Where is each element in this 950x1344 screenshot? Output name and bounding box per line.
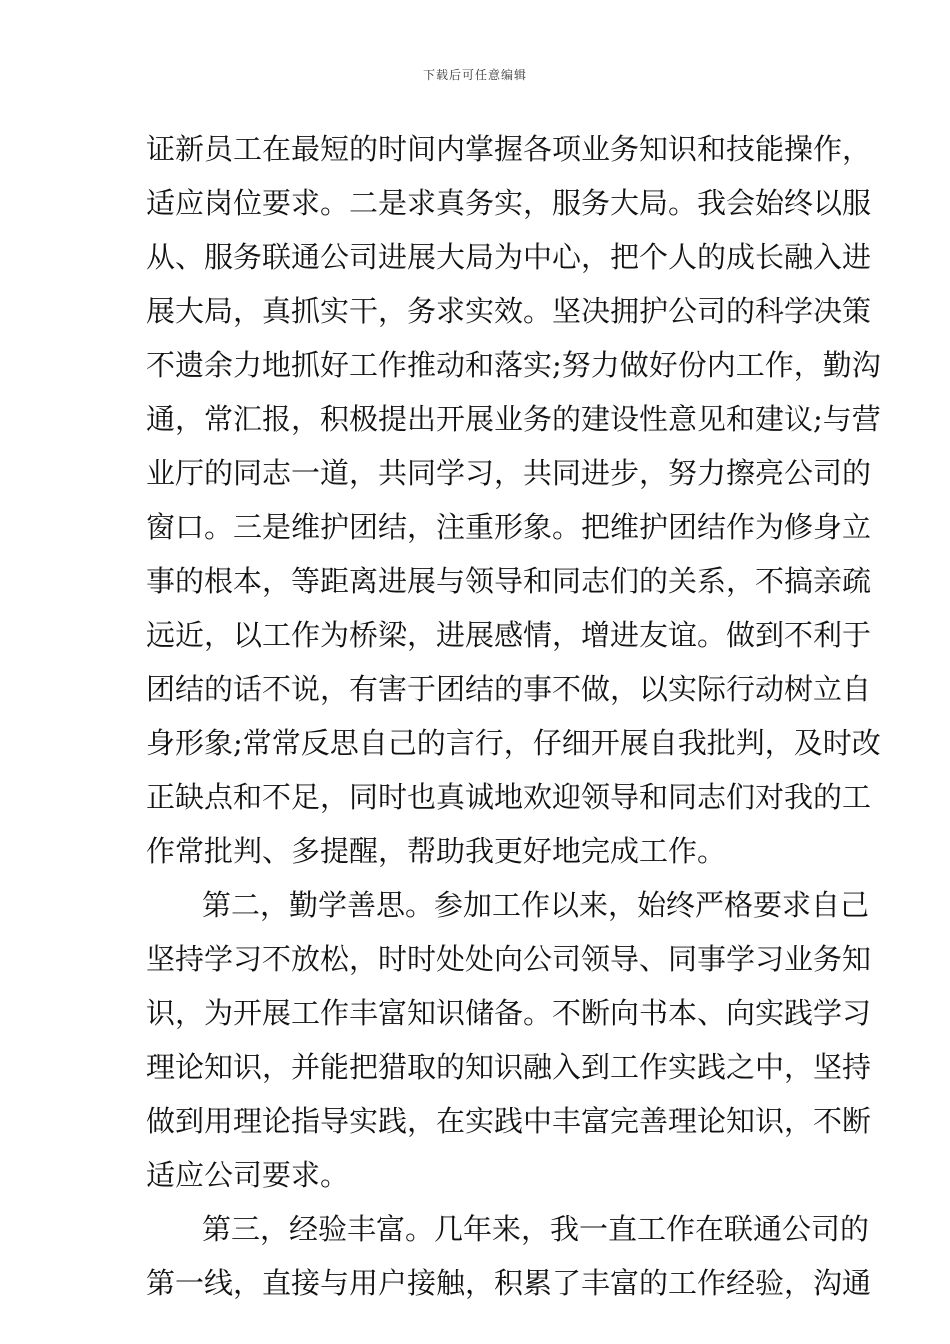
text-line: 团结的话不说，有害于团结的事不做，以实际行动树立自 — [146, 672, 872, 706]
text-line: 适应岗位要求。二是求真务实，服务大局。我会始终以服 — [146, 186, 872, 220]
paragraph-2 — [146, 878, 872, 1202]
text-line: 理论知识，并能把猎取的知识融入到工作实践之中，坚持 — [146, 1050, 872, 1084]
text-line: 第一线，直接与用户接触，积累了丰富的工作经验，沟通 — [146, 1266, 872, 1300]
text-line: 窗口。三是维护团结，注重形象。把维护团结作为修身立 — [146, 510, 872, 544]
text-line: 识，为开展工作丰富知识储备。不断向书本、向实践学习 — [146, 996, 872, 1030]
text-line: 适应公司要求。 — [146, 1158, 350, 1192]
text-line: 展大局，真抓实干，务求实效。坚决拥护公司的科学决策 — [146, 294, 872, 328]
text-line: 通，常汇报，积极提出开展业务的建设性意见和建议;与营 — [146, 402, 881, 436]
text-line: 做到用理论指导实践，在实践中丰富完善理论知识，不断 — [146, 1104, 872, 1138]
text-line: 从、服务联通公司进展大局为中心，把个人的成长融入进 — [146, 240, 872, 274]
text-line: 第三，经验丰富。几年来，我一直工作在联通公司的 — [202, 1212, 870, 1246]
paragraph-3 — [146, 1202, 872, 1310]
text-line: 事的根本，等距离进展与领导和同志们的关系，不搞亲疏 — [146, 564, 872, 598]
body-text — [146, 122, 881, 1310]
text-line: 证新员工在最短的时间内掌握各项业务知识和技能操作， — [146, 132, 872, 166]
text-line: 正缺点和不足，同时也真诚地欢迎领导和同志们对我的工 — [146, 780, 872, 814]
text-line: 业厅的同志一道，共同学习，共同进步，努力擦亮公司的 — [146, 456, 872, 490]
download-note: 下载后可任意编辑 — [422, 68, 527, 82]
paragraph-1 — [146, 122, 881, 878]
text-line: 作常批判、多提醒，帮助我更好地完成工作。 — [146, 834, 727, 868]
text-line: 远近，以工作为桥梁，进展感情，增进友谊。做到不利于 — [146, 618, 872, 652]
text-line: 身形象;常常反思自己的言行，仔细开展自我批判，及时改 — [146, 726, 881, 760]
text-line: 第二，勤学善思。参加工作以来，始终严格要求自己 — [202, 888, 870, 922]
text-line: 坚持学习不放松，时时处处向公司领导、同事学习业务知 — [146, 942, 872, 976]
text-line: 不遗余力地抓好工作推动和落实;努力做好份内工作，勤沟 — [146, 348, 881, 382]
